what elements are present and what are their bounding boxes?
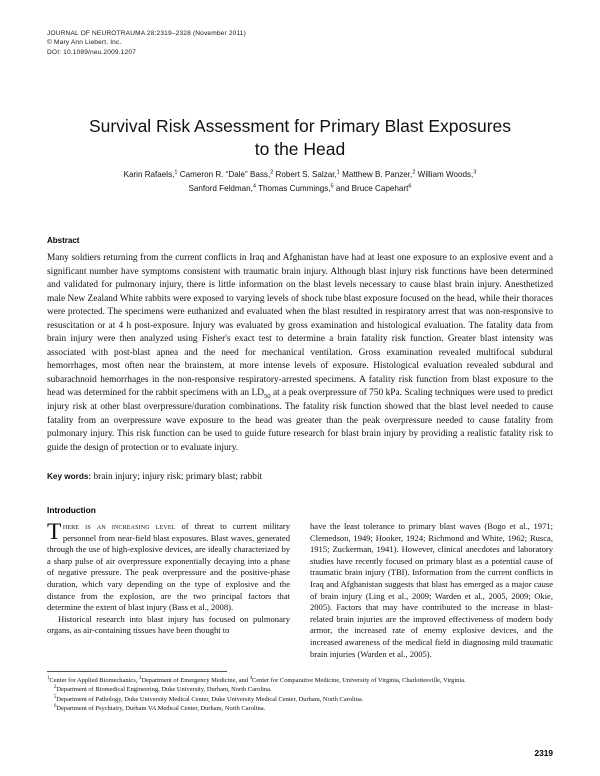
author-list bbox=[60, 168, 540, 195]
affiliation-marker: 2 bbox=[54, 685, 57, 691]
author-name: Matthew B. Panzer, bbox=[339, 170, 413, 179]
keywords-label: Key words: bbox=[47, 472, 92, 481]
keywords-value: brain injury; injury risk; primary blast; rabbit bbox=[91, 472, 263, 482]
journal-doi-line: DOI: 10.1089/neu.2009.1207 bbox=[47, 48, 136, 56]
introduction-heading: Introduction bbox=[47, 505, 96, 515]
author-affiliation-marker: 2 bbox=[412, 169, 416, 176]
affiliation-marker: 4 bbox=[249, 675, 253, 681]
affiliation-text: Center for Applied Biomechanics, bbox=[49, 677, 139, 684]
affiliation-item bbox=[47, 695, 553, 704]
page-number: 2319 bbox=[534, 748, 553, 758]
affiliation-marker: 1 bbox=[47, 675, 50, 681]
affiliation-item bbox=[47, 704, 553, 713]
body-column-left bbox=[47, 521, 290, 637]
author-name: Sanford Feldman, bbox=[188, 183, 253, 193]
abstract-heading: Abstract bbox=[47, 236, 80, 245]
author-affiliation-marker: 6 bbox=[408, 182, 412, 189]
affiliation-marker: 6 bbox=[54, 703, 57, 709]
intro-small-caps: here is an increasing level bbox=[62, 522, 176, 531]
intro-paragraph-3: have the least tolerance to primary blast waves (Bogo et al., 1971; Clemedson, 1949; Hooker, 1924; Richmond and White, 1962; Rusca, 1915; Zuckerman, 1941). However, clinical anecdotes and laboratory studies have recently focused on primary blast as a potential cause of traumatic brain injury (TBI). Information from the current conflicts in Iraq and Afghanistan suggests that blast has emerged as a major cause of brain injury (Ling et al., 2009; Warden et al., 2005, 2009; Okie, 2005). Factors that may have contributed to the increase in blast-related brain injuries are the improved effectiveness of modern body armor, the increased rate of enemy explosive devices, and the increased awareness of the medical field in diagnosing mild traumatic brain injuries (Warden et al., 2005). bbox=[310, 521, 553, 659]
author-name: Karin Rafaels, bbox=[123, 170, 175, 179]
abstract-body bbox=[47, 252, 553, 455]
author-affiliation-marker: 4 bbox=[252, 182, 256, 189]
author-affiliation-marker: 2 bbox=[270, 169, 274, 176]
affiliation-item bbox=[47, 685, 553, 694]
affiliation-marker: 3 bbox=[138, 675, 142, 681]
footnote-divider bbox=[47, 671, 227, 672]
author-name: William Woods, bbox=[415, 170, 474, 179]
affiliation-text: Department of Emergency Medicine, and bbox=[141, 677, 250, 684]
affiliation-item bbox=[47, 676, 553, 685]
intro-paragraph-1-text: of threat to current military personnel from near-field blast exposures. Blast waves, generated through the use of high-explosive devices, are ideally characterized by a sharp pulse of air overpressure exponentially decaying into a phase of negative pressure. The peak overpressure and the positive-phase duration, which vary depending on the type of explosive and the distance from the explosion, are the two principal factors that determine the extent of blast injury (Bass et al., 2008). bbox=[47, 521, 291, 613]
affiliation-text: Department of Pathology, Duke University Medical Center, Duke University Medical Center, Durham, North Carolina. bbox=[56, 695, 364, 703]
author-line-1 bbox=[60, 168, 540, 182]
abstract-text-part-2: at a peak overpressure of 750 kPa. Scaling techniques were used to predict injury risk at other blast overpressure/duration combinations. The fatality risk function showed that the blast level needed to cause fatality from an overpressure wave exposure to the head was greater than the peak overpressure needed to cause fatality from pulmonary injury. This risk function can be used to guide future research for blast brain injury by providing a realistic fatality risk to guide the design of protection or to evaluate injury. bbox=[47, 388, 553, 453]
abstract-text-part-1: Many soldiers returning from the current conflicts in Iraq and Afghanistan have had at least one exposure to an explosive event and a significant number have symptoms consistent with traumatic brain injury. Although blast injury risk functions have been determined and validated for pulmonary injury, there is little information on the blast levels necessary to cause blast brain injury. Anesthetized male New Zealand White rabbits were exposed to varying levels of shock tube blast exposure focused on the head, while their thoraces were protected. The specimens were euthanized and evaluated when the blast resulted in respiratory arrest that was non-responsive to resuscitation or at 4 h post-exposure. Injury was evaluated by gross examination and histological evaluation. The fatality data from brain injury were then analyzed using Fisher's exact test to determine a brain fatality risk function. Greater blast intensity was associated with post-blast apnea and the need for mechanical ventilation. Gross examination revealed multifocal subdural hemorrhages, most often near the brainstem, at more intense levels of exposure. Histological evaluation revealed subdural and subarachnoid hemorrhages in the non-responsive respiratory-arrested specimens. A fatality risk function from blast exposure to the head was determined for the rabbit specimens with an LD bbox=[47, 253, 553, 399]
journal-header bbox=[47, 29, 246, 57]
intro-paragraph-2: Historical research into blast injury has focused on pulmonary organs, as air-containing tissues have been thought to bbox=[47, 613, 290, 636]
intro-paragraph-1 bbox=[47, 521, 290, 614]
affiliation-text: Department of Biomedical Engineering, Duke University, Durham, North Carolina. bbox=[56, 686, 272, 694]
author-affiliation-marker: 1 bbox=[174, 169, 178, 176]
page-title bbox=[60, 115, 540, 161]
keywords-line bbox=[47, 470, 553, 484]
author-name: and Bruce Capehart bbox=[333, 183, 409, 193]
title-line-2: to the Head bbox=[254, 138, 346, 159]
author-affiliation-marker: 5 bbox=[330, 182, 334, 189]
body-column-right bbox=[310, 521, 553, 660]
ld50-subscript: 50 bbox=[263, 393, 271, 401]
author-line-2 bbox=[60, 182, 540, 196]
author-affiliation-marker: 3 bbox=[473, 169, 477, 176]
journal-citation-line: JOURNAL OF NEUROTRAUMA 28:2319–2328 (November 2011) bbox=[47, 30, 246, 37]
drop-cap: T bbox=[47, 519, 62, 545]
author-name: Cameron R. “Dale” Bass, bbox=[177, 170, 271, 179]
author-name: Thomas Cummings, bbox=[256, 183, 331, 193]
affiliation-marker: 5 bbox=[54, 694, 57, 700]
journal-publisher-line: © Mary Ann Liebert, Inc. bbox=[47, 39, 122, 47]
affiliation-list bbox=[47, 676, 553, 713]
author-name: Robert S. Salzar, bbox=[273, 170, 337, 179]
affiliation-text: Center for Comparative Medicine, University of Virginia, Charlottesville, Virginia. bbox=[252, 677, 466, 684]
affiliation-text: Department of Psychiatry, Durham VA Medical Center, Durham, North Carolina. bbox=[56, 704, 266, 712]
author-affiliation-marker: 1 bbox=[336, 169, 340, 176]
title-line-1: Survival Risk Assessment for Primary Blast Exposures bbox=[88, 115, 512, 136]
